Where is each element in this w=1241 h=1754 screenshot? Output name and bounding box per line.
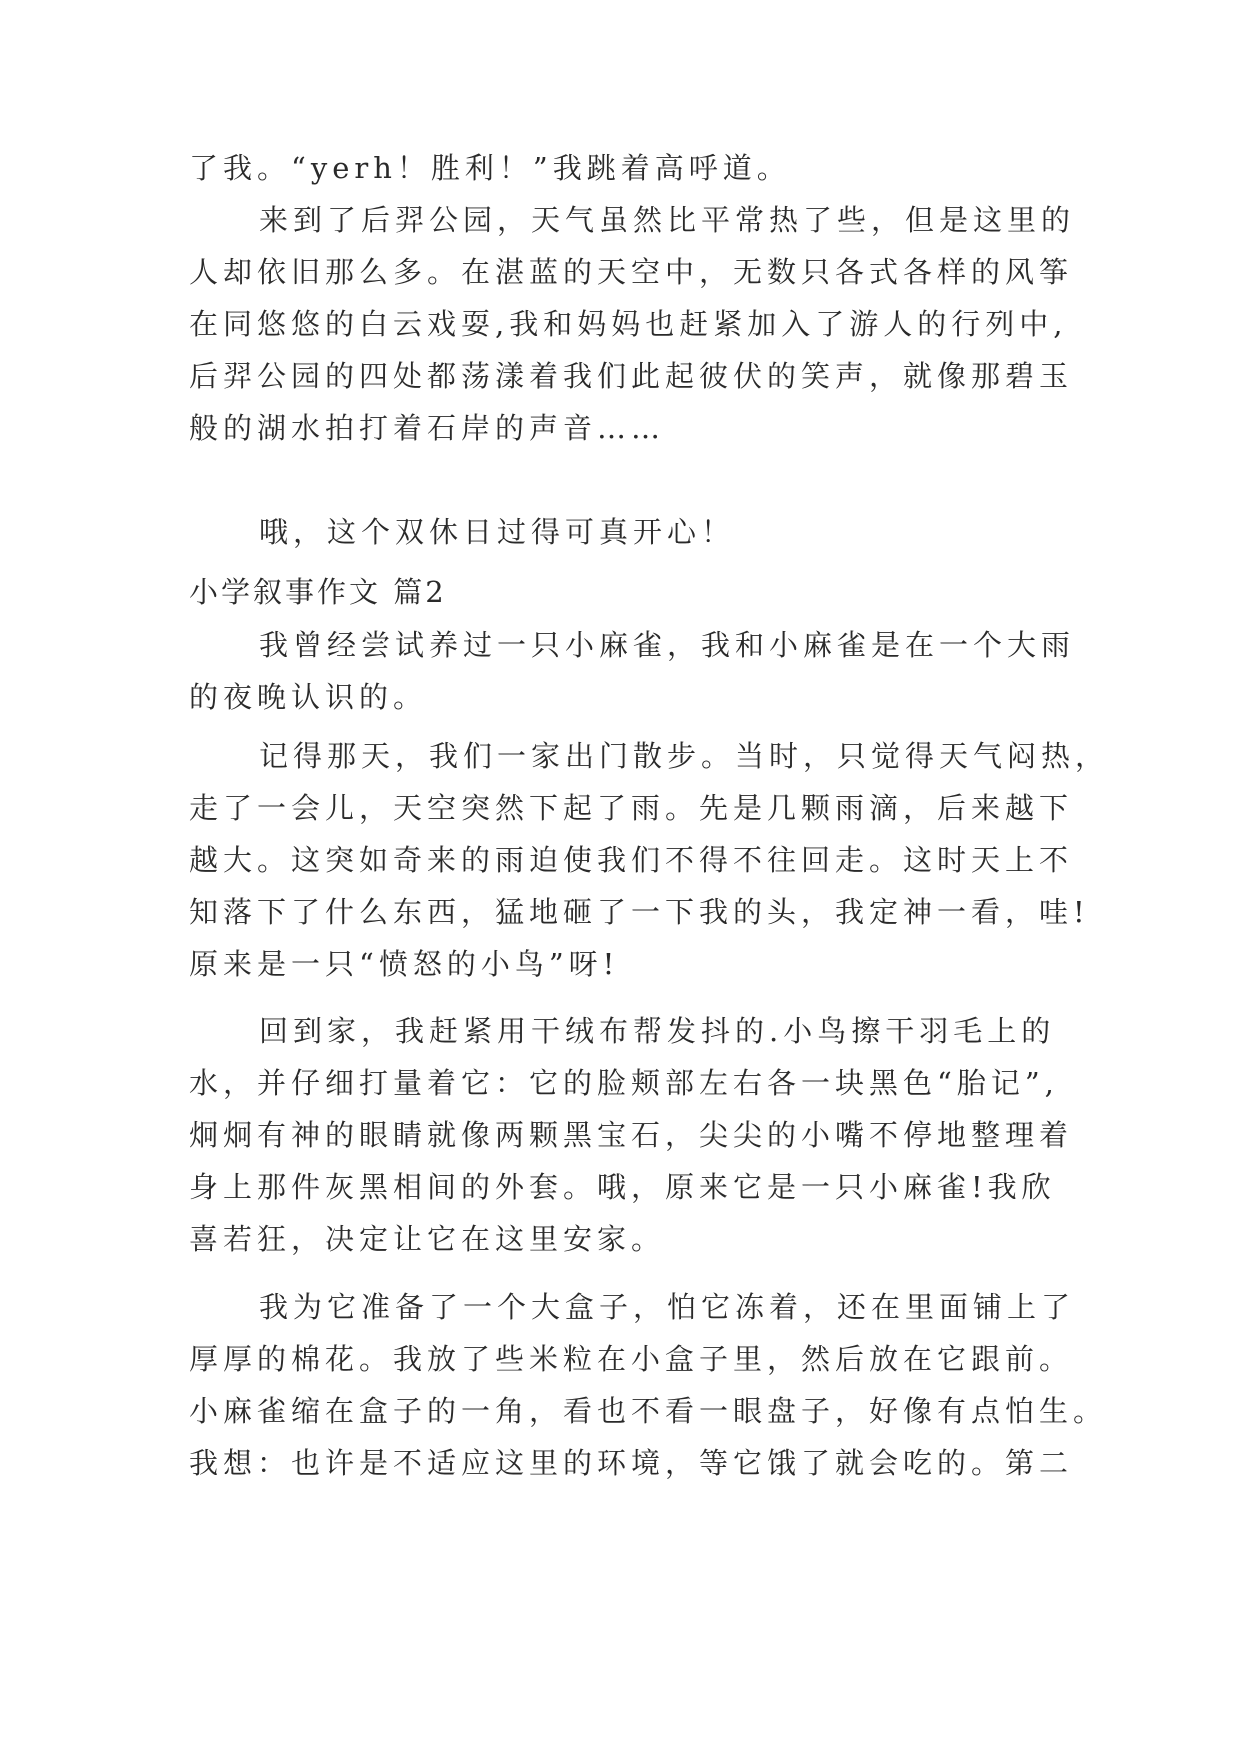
paragraph-line: 水，并仔细打量着它：它的脸颊部左右各一块黑色“胎记”,: [189, 1066, 1059, 1100]
paragraph-line: 来到了后羿公园，天气虽然比平常热了些，但是这里的: [259, 203, 1076, 237]
paragraph-line: 知落下了什么东西，猛地砸了一下我的头，我定神一看，哇!: [189, 895, 1090, 929]
paragraph-line: 般的湖水拍打着石岸的声音……: [189, 411, 666, 445]
paragraph-line: 了我。“yerh！胜利！”我跳着高呼道。: [189, 151, 791, 185]
paragraph-line: 小麻雀缩在盒子的一角，看也不看一眼盘子，好像有点怕生。: [189, 1394, 1108, 1428]
paragraph-line: 原来是一只“愤怒的小鸟”呀!: [189, 947, 620, 981]
paragraph-line: 喜若狂，决定让它在这里安家。: [189, 1222, 666, 1256]
paragraph-line: 我曾经尝试养过一只小麻雀，我和小麻雀是在一个大雨: [259, 628, 1076, 662]
paragraph-line: 后羿公园的四处都荡漾着我们此起彼伏的笑声，就像那碧玉: [189, 359, 1074, 393]
section-heading: 小学叙事作文 篇2: [189, 575, 447, 609]
paragraph-line: 我想：也许是不适应这里的环境，等它饿了就会吃的。第二: [189, 1446, 1074, 1480]
paragraph-line: 厚厚的棉花。我放了些米粒在小盒子里，然后放在它跟前。: [189, 1342, 1074, 1376]
paragraph-line: 哦，这个双休日过得可真开心！: [259, 515, 736, 549]
paragraph-line: 越大。这突如奇来的雨迫使我们不得不往回走。这时天上不: [189, 843, 1074, 877]
paragraph-line: 回到家，我赶紧用干绒布帮发抖的.小鸟擦干羽毛上的: [259, 1014, 1056, 1048]
paragraph-line: 走了一会儿，天空突然下起了雨。先是几颗雨滴，后来越下: [189, 791, 1074, 825]
paragraph-line: 身上那件灰黑相间的外套。哦，原来它是一只小麻雀!我欣: [189, 1170, 1056, 1204]
paragraph-line: 炯炯有神的眼睛就像两颗黑宝石，尖尖的小嘴不停地整理着: [189, 1118, 1074, 1152]
paragraph-line: 的夜晚认识的。: [189, 680, 428, 714]
paragraph-line: 我为它准备了一个大盒子，怕它冻着，还在里面铺上了: [259, 1290, 1076, 1324]
paragraph-line: 记得那天，我们一家出门散步。当时，只觉得天气闷热，: [259, 739, 1110, 773]
paragraph-line: 人却依旧那么多。在湛蓝的天空中，无数只各式各样的风筝: [189, 255, 1074, 289]
paragraph-line: 在同悠悠的白云戏耍,我和妈妈也赶紧加入了游人的行列中,: [189, 307, 1068, 341]
